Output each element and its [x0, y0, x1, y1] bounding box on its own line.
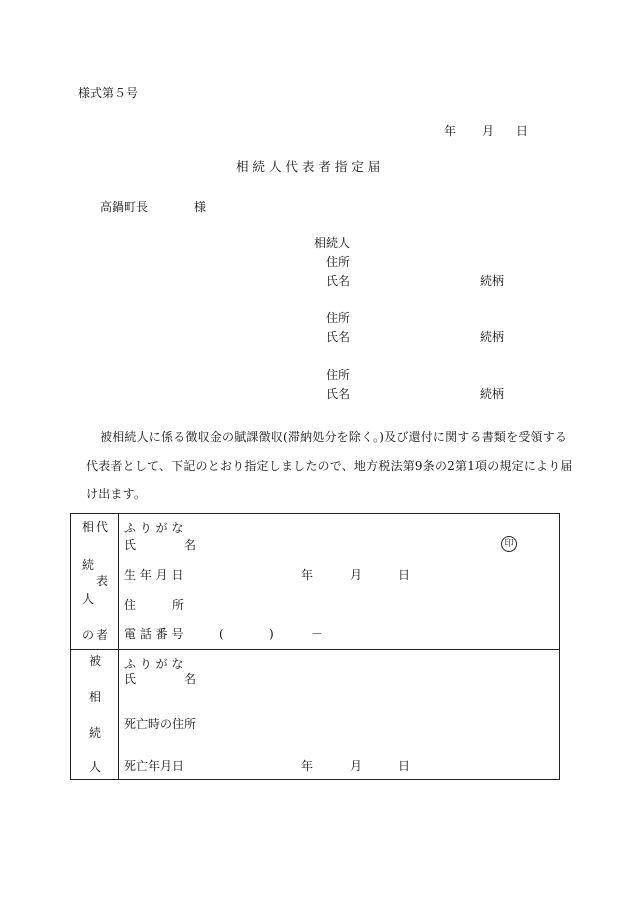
rep-address-label: 住 所	[124, 598, 185, 612]
rep-birth-year-label: 年	[301, 568, 314, 582]
heir-3-relation-label: 続柄	[480, 387, 505, 401]
heir-3-name-label: 氏名	[326, 387, 351, 401]
rep-vlabel-char: 表	[96, 574, 109, 588]
rep-birth-label: 生 年 月 日	[124, 568, 184, 582]
body-line-3: け出ます。	[86, 487, 147, 501]
phone-open-paren: (	[219, 627, 224, 641]
rep-birth-day-label: 日	[398, 568, 411, 582]
heir-1-address-label: 住所	[326, 255, 351, 269]
deceased-death-month-label: 月	[350, 759, 363, 773]
recipient-honorific: 様	[194, 200, 207, 214]
rep-vlabel-char: 続	[82, 558, 95, 572]
heir-2-relation-label: 続柄	[480, 330, 505, 344]
heir-1-name-label: 氏名	[326, 274, 351, 288]
heir-2-name-label: 氏名	[326, 330, 351, 344]
deceased-death-label: 死亡年月日	[124, 759, 185, 773]
form-number: 様式第５号	[78, 86, 139, 100]
deceased-vlabel-char: 続	[89, 726, 102, 740]
deceased-address-label: 死亡時の住所	[124, 717, 197, 731]
rep-name-label: 氏 名	[124, 538, 197, 552]
deceased-vlabel-char: 被	[89, 654, 102, 668]
rep-furigana-label: ふ り が な	[124, 521, 184, 535]
designation-form-table	[70, 513, 560, 780]
body-line-2: 代表者として、下記のとおり指定しましたので、地方税法第9条の2第1項の規定により届	[86, 459, 573, 473]
deceased-furigana-label: ふ り が な	[124, 657, 184, 671]
deceased-death-year-label: 年	[301, 759, 314, 773]
rep-vlabel-char: 人	[82, 592, 95, 606]
heir-3-address-label: 住所	[326, 368, 351, 382]
deceased-vlabel-char: 人	[89, 760, 102, 774]
heir-1-relation-label: 続柄	[480, 274, 505, 288]
document-title: 相 続 人 代 表 者 指 定 届	[236, 159, 381, 174]
deceased-name-label: 氏 名	[124, 672, 197, 686]
rep-vlabel-char: 相	[82, 520, 95, 534]
rep-birth-month-label: 月	[350, 568, 363, 582]
deceased-death-day-label: 日	[398, 759, 411, 773]
rep-vlabel-char: 者	[96, 628, 109, 642]
recipient-name: 高鍋町長	[100, 200, 149, 214]
seal-icon: 印	[501, 536, 517, 552]
date-day-label: 日	[516, 124, 529, 138]
table-column-divider	[118, 514, 119, 779]
phone-close-paren: )	[269, 627, 274, 641]
rep-phone-label: 電 話 番 号	[124, 627, 184, 641]
rep-vlabel-char: の	[82, 628, 95, 642]
heirs-label: 相続人	[314, 236, 351, 250]
heir-2-address-label: 住所	[326, 311, 351, 325]
phone-dash: －	[311, 627, 324, 641]
date-year-label: 年	[444, 124, 457, 138]
table-section-divider	[71, 649, 559, 650]
date-month-label: 月	[482, 124, 495, 138]
rep-vlabel-char: 代	[96, 520, 109, 534]
body-line-1: 被相続人に係る徴収金の賦課徴収(滞納処分を除く。)及び還付に関する書類を受領する	[100, 430, 568, 444]
deceased-vlabel-char: 相	[89, 690, 102, 704]
